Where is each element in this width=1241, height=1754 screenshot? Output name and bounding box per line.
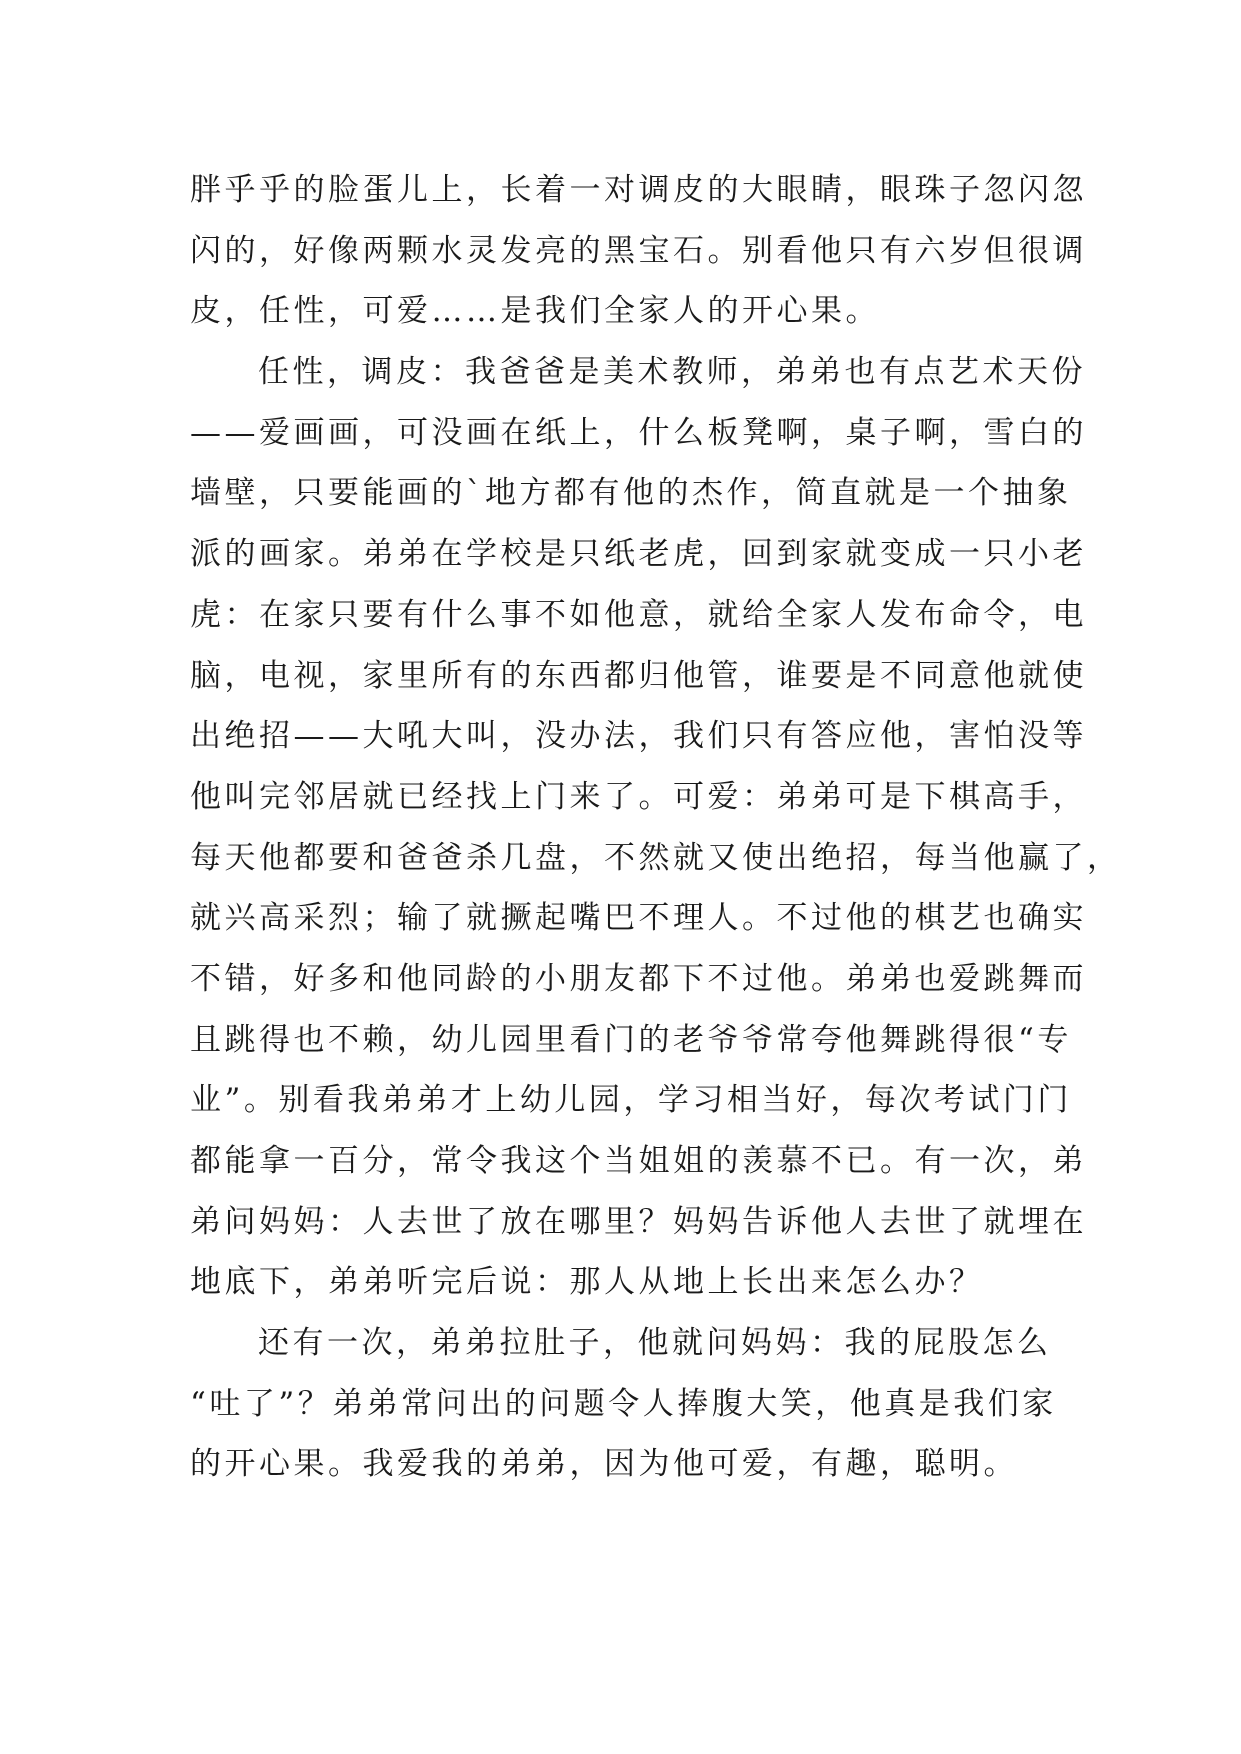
text-line: 就兴高采烈；输了就撅起嘴巴不理人。不过他的棋艺也确实: [190, 900, 1087, 937]
text-line: 他叫完邻居就已经找上门来了。可爱：弟弟可是下棋高手，: [190, 778, 1087, 815]
paragraph-start-line: 还有一次，弟弟拉肚子，他就问妈妈：我的屁股怎么: [258, 1325, 1052, 1362]
essay-body: [190, 160, 1122, 1495]
text-line: ——爱画画，可没画在纸上，什么板凳啊，桌子啊，雪白的: [190, 414, 1087, 451]
text-line: 弟问妈妈：人去世了放在哪里？妈妈告诉他人去世了就埋在: [190, 1203, 1087, 1240]
text-line: 墙壁，只要能画的`地方都有他的杰作，简直就是一个抽象: [190, 475, 1072, 512]
text-line: 不错，好多和他同龄的小朋友都下不过他。弟弟也爱跳舞而: [190, 960, 1087, 997]
text-line: 地底下，弟弟听完后说：那人从地上长出来怎么办？: [190, 1264, 984, 1301]
text-line: 且跳得也不赖，幼儿园里看门的老爷爷常夸他舞跳得很“专: [190, 1021, 1072, 1058]
text-line: 虎：在家只要有什么事不如他意，就给全家人发布命令，电: [190, 596, 1087, 633]
text-line: 每天他都要和爸爸杀几盘，不然就又使出绝招，每当他赢了，: [190, 839, 1122, 876]
text-line: 派的画家。弟弟在学校是只纸老虎，回到家就变成一只小老: [190, 536, 1087, 573]
text-line: 都能拿一百分，常令我这个当姐姐的羡慕不已。有一次，弟: [190, 1143, 1087, 1179]
text-line: 的开心果。我爱我的弟弟，因为他可爱，有趣，聪明。: [190, 1446, 1018, 1483]
text-line: 出绝招——大吼大叫，没办法，我们只有答应他，害怕没等: [190, 718, 1087, 755]
text-line: 脑，电视，家里所有的东西都归他管，谁要是不同意他就使: [190, 657, 1087, 694]
text-line: 皮，任性，可爱……是我们全家人的开心果。: [190, 293, 880, 330]
text-line: “吐了”？弟弟常问出的问题令人捧腹大笑，他真是我们家: [190, 1385, 1057, 1422]
text-line: 闪的，好像两颗水灵发亮的黑宝石。别看他只有六岁但很调: [190, 232, 1087, 269]
text-line: 胖乎乎的脸蛋儿上，长着一对调皮的大眼睛，眼珠子忽闪忽: [190, 172, 1087, 208]
text-line: 业”。别看我弟弟才上幼儿园，学习相当好，每次考试门门: [190, 1082, 1072, 1119]
paragraph-start-line: 任性，调皮：我爸爸是美术教师，弟弟也有点艺术天份: [258, 354, 1086, 391]
